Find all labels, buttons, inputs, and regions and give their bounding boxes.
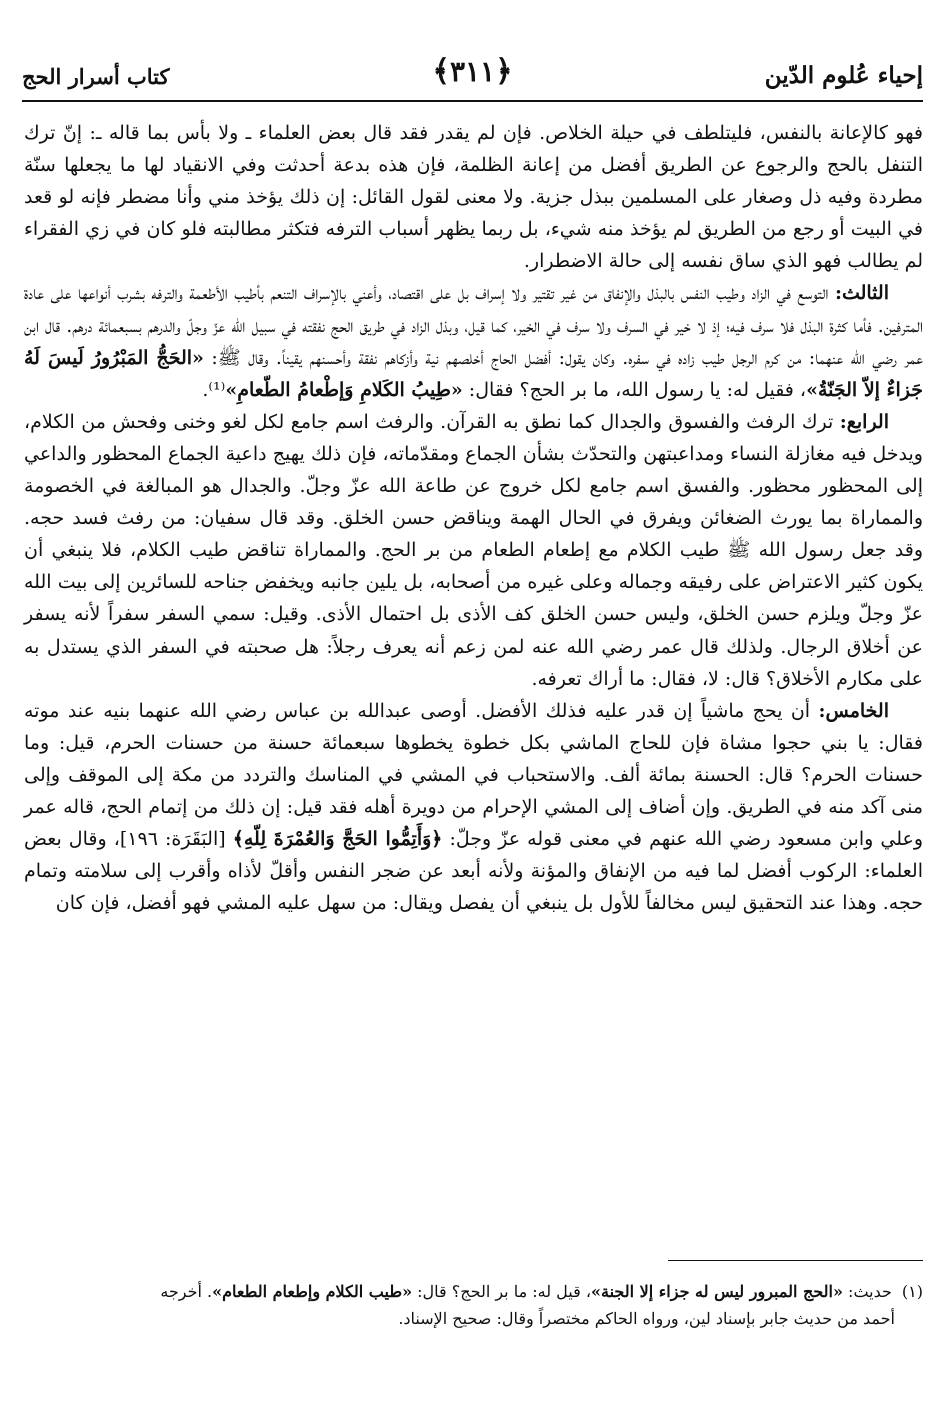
page-header xyxy=(22,52,923,100)
paragraph-text: ، فقيل له: يا رسول الله، ما بر الحج؟ فقال: xyxy=(462,378,807,401)
section-lead-fifth: الخامس: xyxy=(818,699,889,722)
page-number-value: ٣١١ xyxy=(449,55,496,88)
paragraph-fourth xyxy=(24,406,923,695)
paragraph-text: ترك الرفث والفسوق والجدال كما نطق به القرآن. والرفث اسم جامع لكل لغو وخنى وفحش من الكلام، ويدخل فيه مغازلة النساء ومداعبتهن والتحدّث بشأن الجماع ومقدّماته، فإن ذلك يهيج داعية الجماع المحظور والداعي إلى المحظور محظور. والفسق اسم جامع لكل خروج عن طاعة الله عزّ وجلّ. والجدال هو المبالغة في الخصومة والمماراة بما يورث الضغائن ويفرق في الحال الهمة ويناقض حسن الخلق. وقد قال سفيان: من رفث فسد حجه. وقد جعل رسول الله ﷺ طيب الكلام مع إطعام الطعام من بر الحج. والمماراة تناقض طيب الكلام، فلا ينبغي أن يكون كثير الاعتراض على رفيقه وجماله وعلى غيره من أصحابه، بل يلين جانبه ويخفض جناحه للسائرين إلى بيت الله عزّ وجلّ ويلزم حسن الخلق، وليس حسن الخلق كف الأذى بل احتمال الأذى. وقيل: سمي السفر سفراً لأنه يسفر عن أخلاق الرجال. ولذلك قال عمر رضي الله عنه لمن زعم أنه يعرف رجلاً: هل صحبته في السفر الذي يستدل به على مكارم الأخلاق؟ قال: لا، فقال: ما أراك تعرفه. xyxy=(24,410,923,690)
paragraph-text: ، وقال بعض العلماء: الركوب أفضل لما فيه من الإنفاق والمؤنة ولأنه أبعد عن ضجر النفس وأقلّ لأذاه وأقرب إلى سلامته وتمام حجه. وهذا عند التحقيق ليس مخالفاً للأول بل ينبغي أن يفصل ويقال: من سهل عليه المشي فهو أفضل، فإن كان xyxy=(24,828,923,915)
hadith-quote: «الحَجُّ المَبْرُورُ لَيسَ لَهُ جَزاءٌ إلاّ الجَنّةُ» xyxy=(24,346,923,401)
book-title: إحياء عُلوم الدّين xyxy=(764,62,923,89)
chapter-title: كتاب أسرار الحج xyxy=(22,64,170,89)
footnote xyxy=(24,1278,923,1332)
page-number xyxy=(432,54,512,89)
ornament-bracket-icon: ﴾ xyxy=(432,54,450,89)
ornament-bracket-icon: ﴿ xyxy=(495,54,513,89)
footnote-number: (١) xyxy=(901,1282,923,1301)
footnote-divider xyxy=(668,1260,923,1261)
main-text xyxy=(24,117,923,919)
footnote-text: حديث: xyxy=(842,1282,892,1301)
section-lead-third: الثالث: xyxy=(834,282,889,305)
section-lead-fourth: الرابع: xyxy=(839,410,889,433)
paragraph-1: فهو كالإعانة بالنفس، فليتلطف في حيلة الخلاص. فإن لم يقدر فقد قال بعض العلماء ـ ولا بأس بما قاله ـ: إنّ ترك التنفل بالحج والرجوع عن الطريق أفضل من إعانة الظلمة، فإن هذه بدعة أحدثت وفي الانقياد لها ما يجعلها سنّة مطردة وفيه ذل وصغار على المسلمين ببذل جزية. ولا معنى لقول القائل: إن ذلك يؤخذ مني وأنا مضطر فإنه لو قعد في البيت أو رجع من الطريق لم يؤخذ منه شيء، بل ربما يظهر أسباب الترفه فتكثر مطالبته فلو كان في زي الفقراء لم يطالب فهو الذي ساق نفسه إلى حالة الاضطرار. xyxy=(24,122,923,273)
footnote-hadith: «الحج المبرور ليس له جزاء إلا الجنة» xyxy=(591,1282,843,1301)
paragraph-text: أن يحج ماشياً إن قدر عليه فذلك الأفضل. أوصى عبدالله بن عباس رضي الله عنهما بنيه عند موته فقال: يا بني حجوا مشاة فإن للحاج الماشي بكل خطوة يخطوها سبعمائة حسنة من حسنات الحرم، قيل: وما حسنات الحرم؟ قال: الحسنة بمائة ألف. والاستحباب في المشي في المناسك والتردد من مكة إلى الموقف وإلى منى آكد منه في الطريق. وإن أضاف إلى المشي الإحرام من دويرة أهله فقد قيل: إن ذلك من إتمام الحج، قاله عمر وعلي وابن مسعود رضي الله عنهم في معنى قوله عزّ وجلّ: xyxy=(24,699,924,851)
footnote-ref: ⁽¹⁾. xyxy=(202,378,226,401)
paragraph-fifth xyxy=(24,695,923,920)
quran-reference: [البَقَرَة: ١٩٦] xyxy=(119,828,233,851)
header-divider xyxy=(22,100,923,102)
footnote-line-1 xyxy=(24,1278,923,1305)
quran-verse: ﴿وَأَتِمُّوا الحَجَّ وَالعُمْرَةَ لِلّهِ﴾ xyxy=(232,828,443,851)
footnote-text: . أخرجه xyxy=(160,1282,213,1301)
hadith-quote: «طِيبُ الكَلامِ وَإطْعامُ الطّعامِ» xyxy=(225,378,463,401)
footnote-hadith: «طيب الكلام وإطعام الطعام» xyxy=(212,1282,413,1301)
footnote-line-2: أحمد من حديث جابر بإسناد لين، ورواه الحاكم مختصراً وقال: صحيح الإسناد. xyxy=(398,1309,895,1328)
footnote-text: ، قيل له: ما بر الحج؟ قال: xyxy=(412,1282,592,1301)
paragraph-text: التوسع في الزاد وطيب النفس بالبذل والإنفاق من غير تقتير ولا إسراف بل على اقتصاد، وأعني بالإسراف التنعم بأطيب الأطعمة والترفه بشرب أنواعها على عادة المترفين. فأما كثرة البذل فلا سرف فيه؛ إذ لا خير في السرف ولا سرف في الخير، كما قيل، وبذل الزاد في طريق الحج نفقته في سبيل الله عزّ وجلّ والدرهم بسبعمائة درهم. قال ابن عمر رضي الله عنهما: من كرم الرجل طيب زاده في سفره. وكان يقول: أفضل الحاج أخلصهم نية وأزكاهم نفقة وأحسنهم يقيناً. وقال ﷺ: xyxy=(24,282,923,369)
paragraph-third xyxy=(24,277,923,405)
